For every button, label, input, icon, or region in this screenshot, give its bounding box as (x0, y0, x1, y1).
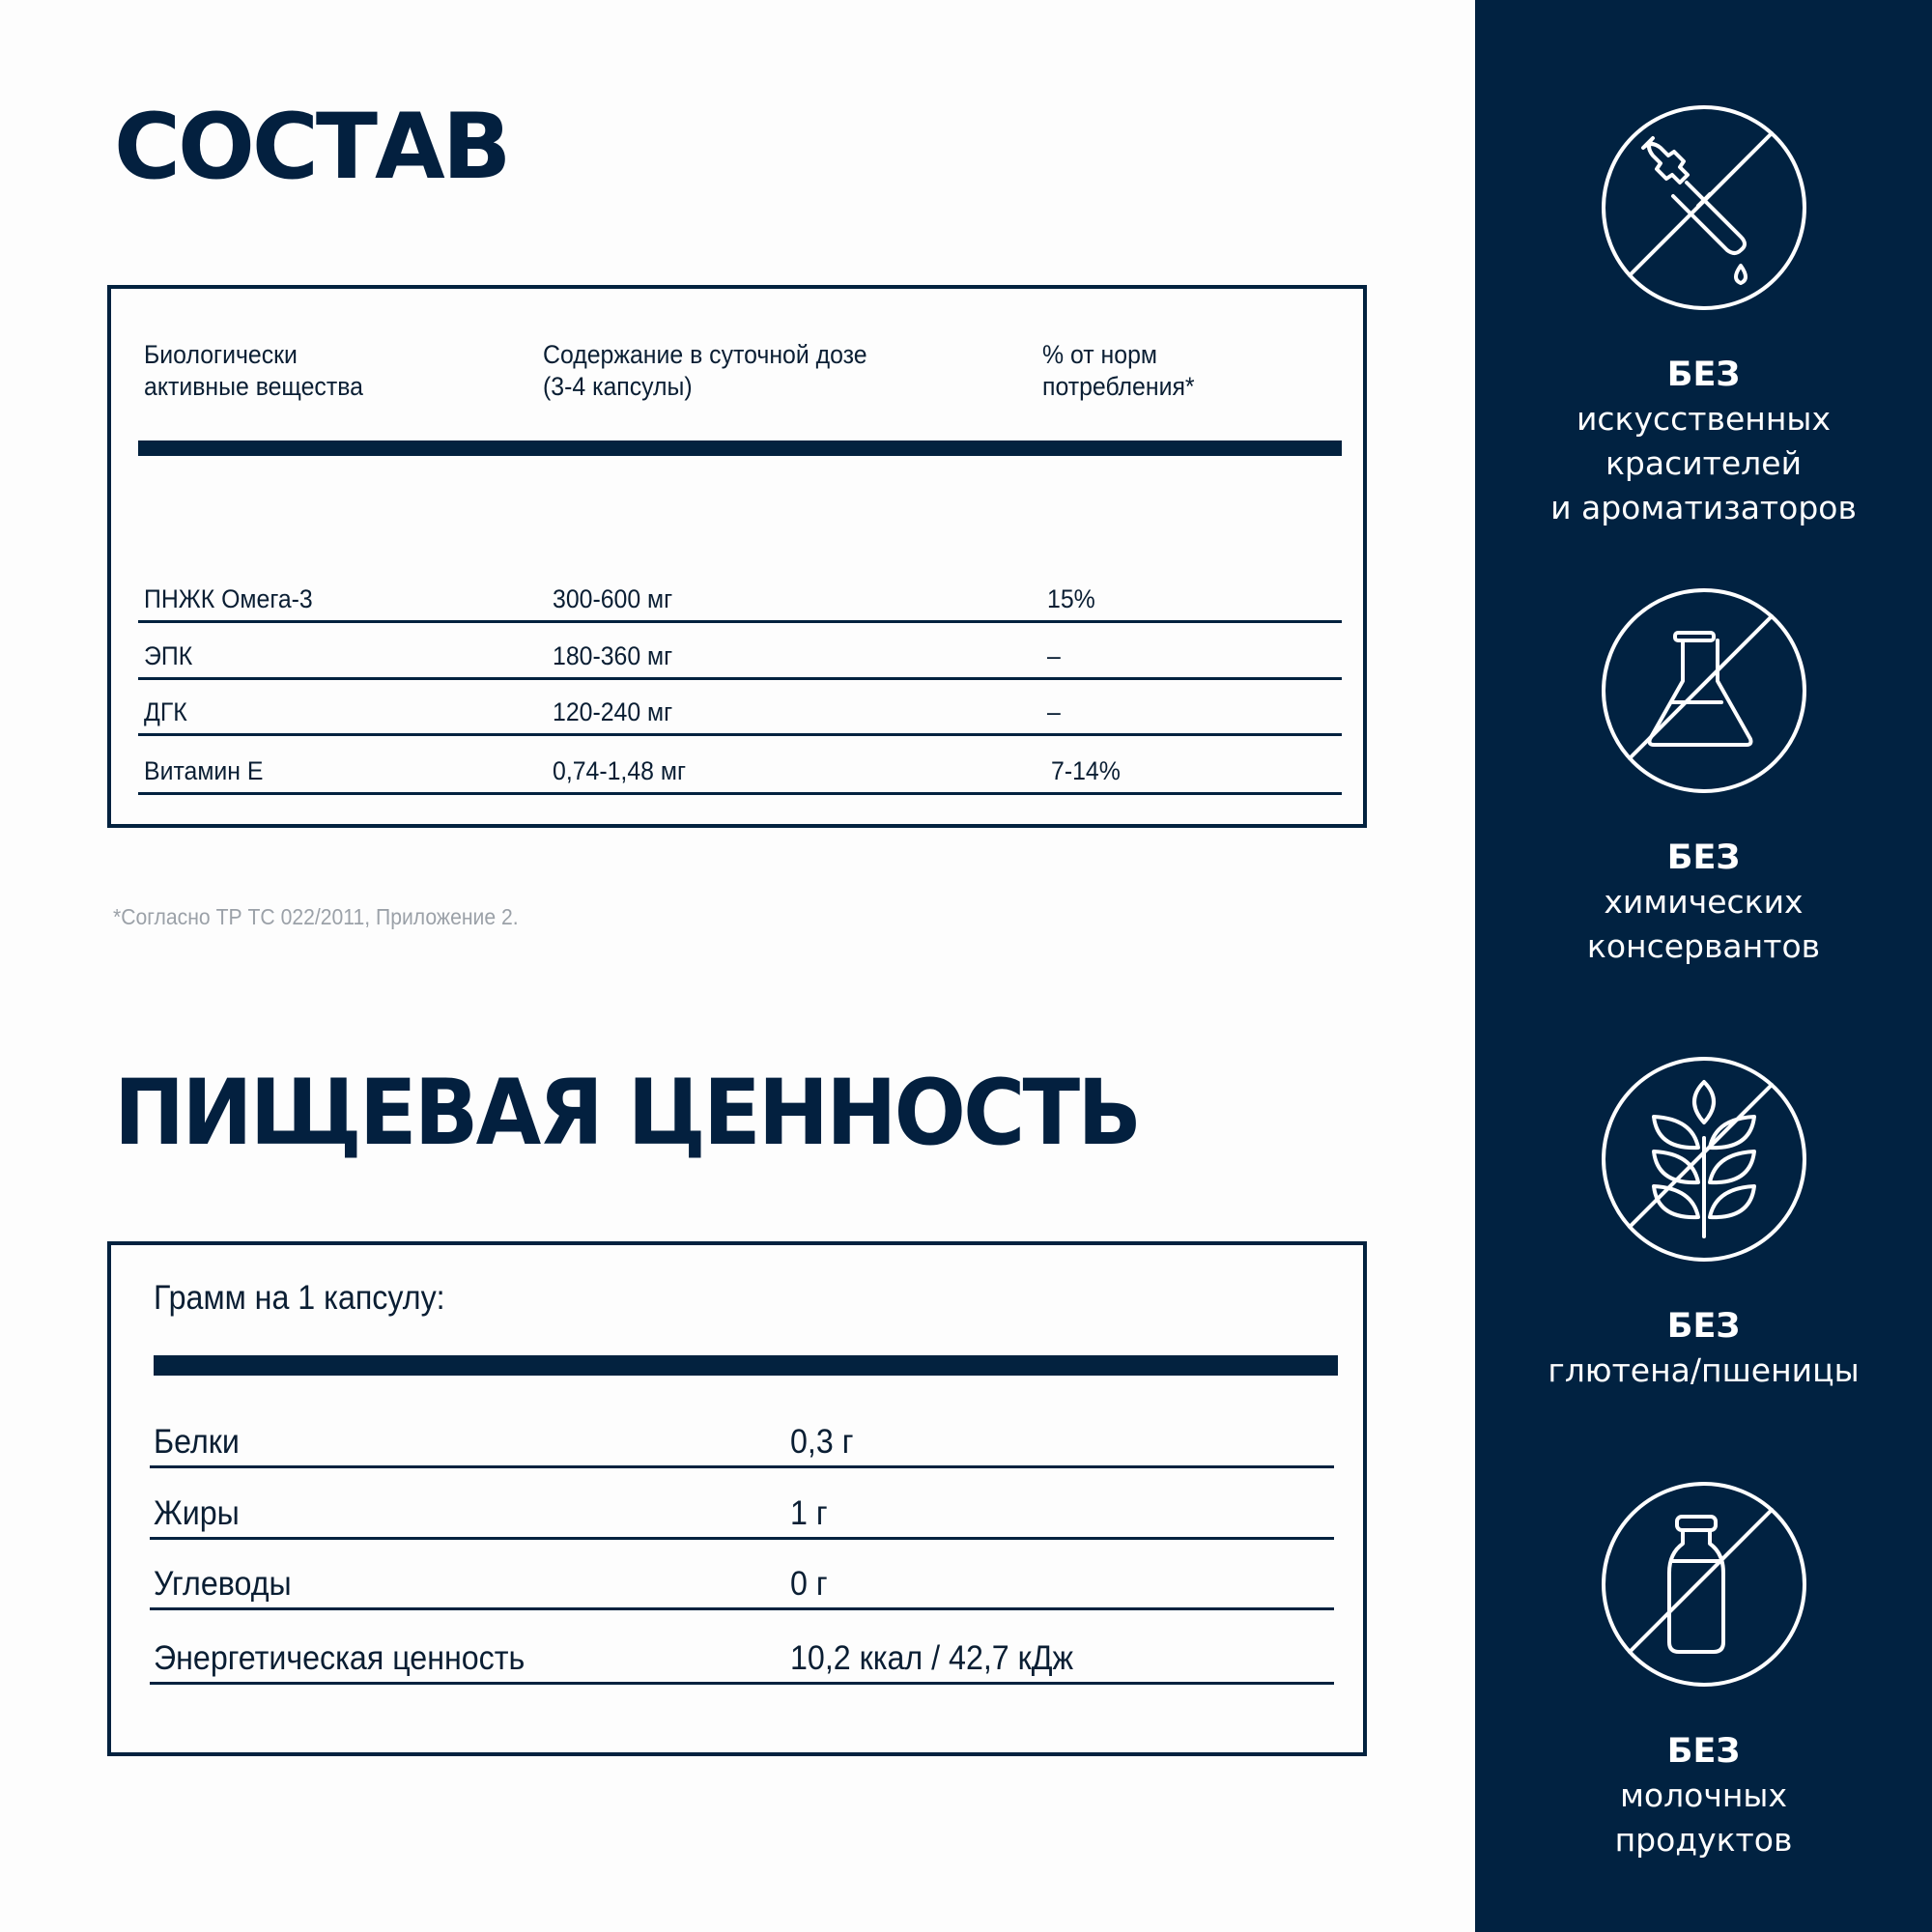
table-row (138, 626, 1342, 680)
header-percent-norm-line2: потребления* (1042, 372, 1195, 401)
table-row (138, 739, 1342, 795)
features-sidebar (1475, 0, 1932, 1932)
substance-cell: ДГК (144, 697, 187, 726)
percent-cell: 7-14% (1051, 756, 1121, 785)
table-row (150, 1482, 1334, 1540)
no-wheat-icon (1598, 1053, 1810, 1265)
nutrient-name: Белки (154, 1423, 240, 1461)
amount-cell: 0,74-1,48 мг (553, 756, 687, 785)
feature-no-preservatives (1475, 584, 1932, 969)
substance-cell: ЭПК (144, 641, 193, 670)
feature-bez: БЕЗ (1666, 1307, 1741, 1346)
header-substances-line1: Биологически (144, 340, 298, 369)
feature-desc-line: консервантов (1586, 927, 1821, 965)
nutrient-value: 0 г (790, 1565, 828, 1603)
nutrition-subtitle: Грамм на 1 капсулу: (154, 1279, 445, 1317)
feature-desc-line: химических (1604, 883, 1804, 921)
feature-no-dairy (1475, 1478, 1932, 1862)
nutrient-name: Энергетическая ценность (154, 1639, 526, 1677)
amount-cell: 120-240 мг (553, 697, 673, 726)
feature-no-gluten (1475, 1053, 1932, 1393)
nutrition-divider (154, 1355, 1338, 1376)
substance-cell: Витамин Е (144, 756, 264, 785)
header-divider (138, 440, 1342, 456)
header-percent-norm (1042, 339, 1195, 403)
amount-cell: 180-360 мг (553, 641, 673, 670)
nutrient-value: 0,3 г (790, 1423, 854, 1461)
composition-title: СОСТАВ (114, 95, 509, 200)
header-daily-dose-line2: (3-4 капсулы) (543, 372, 693, 401)
feature-desc-line: глютена/пшеницы (1548, 1351, 1860, 1389)
header-substances-line2: активные вещества (144, 372, 363, 401)
substance-cell: ПНЖК Омега-3 (144, 584, 313, 613)
feature-bez: БЕЗ (1666, 838, 1741, 877)
table-row (138, 569, 1342, 623)
feature-no-colorants (1475, 101, 1932, 530)
nutrient-name: Жиры (154, 1494, 240, 1532)
footnote: *Согласно ТР ТС 022/2011, Приложение 2. (113, 904, 519, 929)
feature-desc-line: молочных (1619, 1776, 1788, 1814)
percent-cell: – (1047, 641, 1061, 670)
header-daily-dose (543, 339, 867, 403)
feature-desc-line: продуктов (1614, 1821, 1793, 1859)
amount-cell: 300-600 мг (553, 584, 673, 613)
nutrition-table (107, 1241, 1367, 1756)
table-row (150, 1552, 1334, 1610)
no-flask-icon (1598, 584, 1810, 797)
header-daily-dose-line1: Содержание в суточной дозе (543, 340, 867, 369)
no-milk-bottle-icon (1598, 1478, 1810, 1690)
header-substances (144, 339, 363, 403)
nutrient-name: Углеводы (154, 1565, 292, 1603)
nutrient-value: 1 г (790, 1494, 828, 1532)
feature-desc-line: искусственных (1576, 400, 1832, 438)
feature-bez: БЕЗ (1666, 355, 1741, 394)
table-row (138, 682, 1342, 736)
nutrient-value: 10,2 ккал / 42,7 кДж (790, 1639, 1074, 1677)
percent-cell: 15% (1047, 584, 1095, 613)
percent-cell: – (1047, 697, 1061, 726)
feature-desc-line: красителей (1605, 444, 1803, 482)
nutrition-title: ПИЩЕВАЯ ЦЕННОСТЬ (114, 1061, 1140, 1166)
header-percent-norm-line1: % от норм (1042, 340, 1157, 369)
no-dropper-icon (1598, 101, 1810, 314)
table-row (150, 1415, 1334, 1468)
feature-desc-line: и ароматизаторов (1550, 489, 1857, 526)
composition-table (107, 285, 1367, 828)
feature-bez: БЕЗ (1666, 1732, 1741, 1771)
table-row (150, 1622, 1334, 1685)
